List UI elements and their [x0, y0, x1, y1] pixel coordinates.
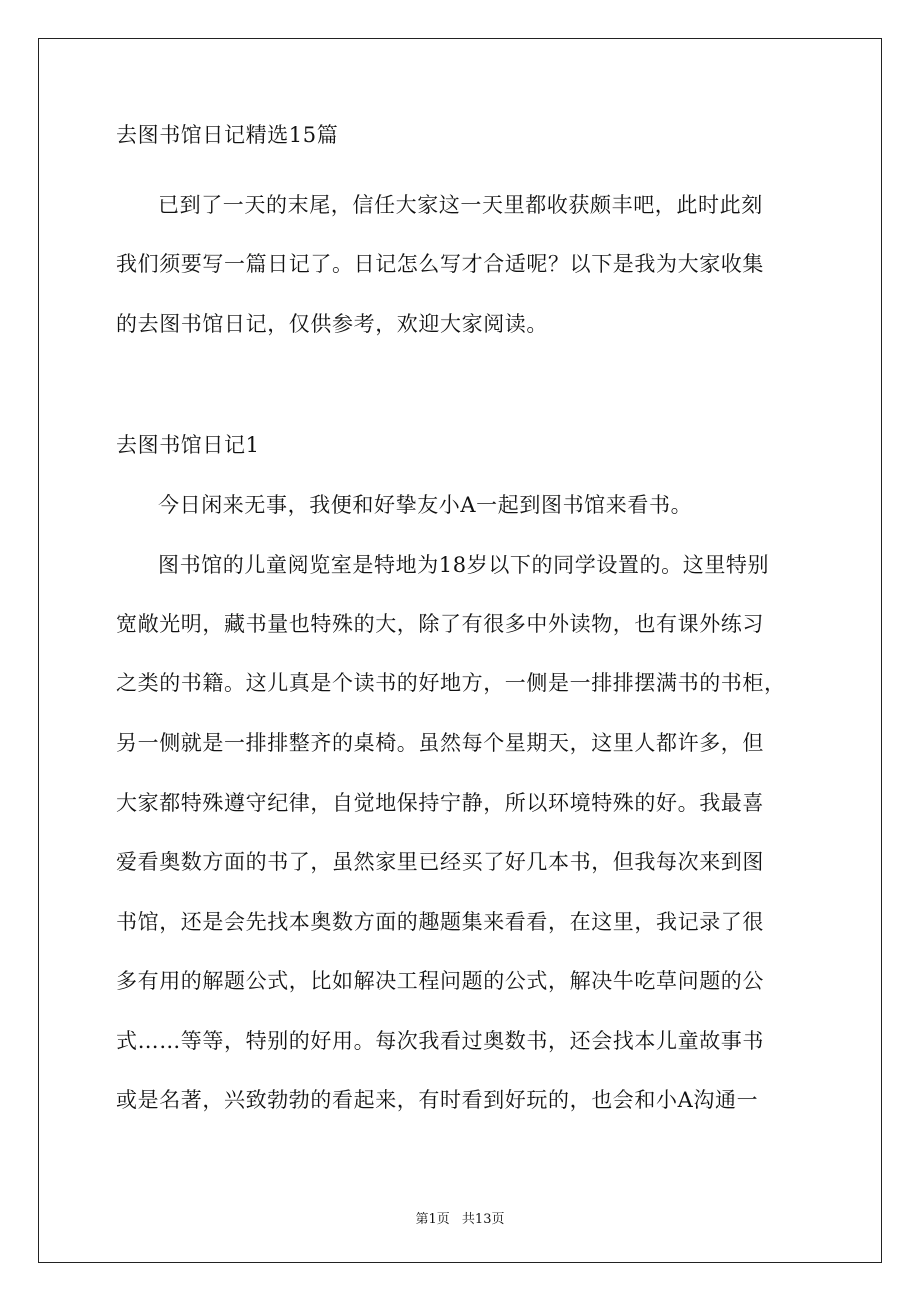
paragraph-2-line-8: 多有用的解题公式，比如解决工程问题的公式，解决牛吃草问题的公: [116, 969, 764, 993]
paragraph-2-line-1: 图书馆的儿童阅览室是特地为18岁以下的同学设置的。这里特别: [158, 553, 770, 577]
paragraph-2-line-2: 宽敞光明，藏书量也特殊的大，除了有很多中外读物，也有课外练习: [116, 612, 764, 636]
page-number-footer: 第1页 共13页: [415, 1212, 505, 1227]
page-border: [38, 38, 882, 1263]
intro-line-3: 的去图书馆日记，仅供参考，欢迎大家阅读。: [116, 312, 548, 336]
paragraph-2-line-9: 式……等等，特别的好用。每次我看过奥数书，还会找本儿童故事书: [116, 1029, 764, 1053]
paragraph-2-line-7: 书馆，还是会先找本奥数方面的趣题集来看看，在这里，我记录了很: [116, 910, 764, 934]
section-title: 去图书馆日记1: [116, 433, 260, 457]
paragraph-1: 今日闲来无事，我便和好挚友小A一起到图书馆来看书。: [158, 493, 693, 517]
intro-line-1: 已到了一天的末尾，信任大家这一天里都收获颇丰吧，此时此刻: [158, 193, 763, 217]
document-title: 去图书馆日记精选15篇: [116, 123, 339, 147]
paragraph-2-line-5: 大家都特殊遵守纪律，自觉地保持宁静，所以环境特殊的好。我最喜: [116, 791, 764, 815]
paragraph-2-line-6: 爱看奥数方面的书了，虽然家里已经买了好几本书，但我每次来到图: [116, 850, 764, 874]
paragraph-2-line-3: 之类的书籍。这儿真是个读书的好地方，一侧是一排排摆满书的书柜，: [116, 671, 786, 695]
paragraph-2-line-10: 或是名著，兴致勃勃的看起来，有时看到好玩的，也会和小A沟通一: [116, 1088, 759, 1112]
paragraph-2-line-4: 另一侧就是一排排整齐的桌椅。虽然每个星期天，这里人都许多，但: [116, 731, 764, 755]
intro-line-2: 我们须要写一篇日记了。日记怎么写才合适呢？以下是我为大家收集: [116, 252, 764, 276]
